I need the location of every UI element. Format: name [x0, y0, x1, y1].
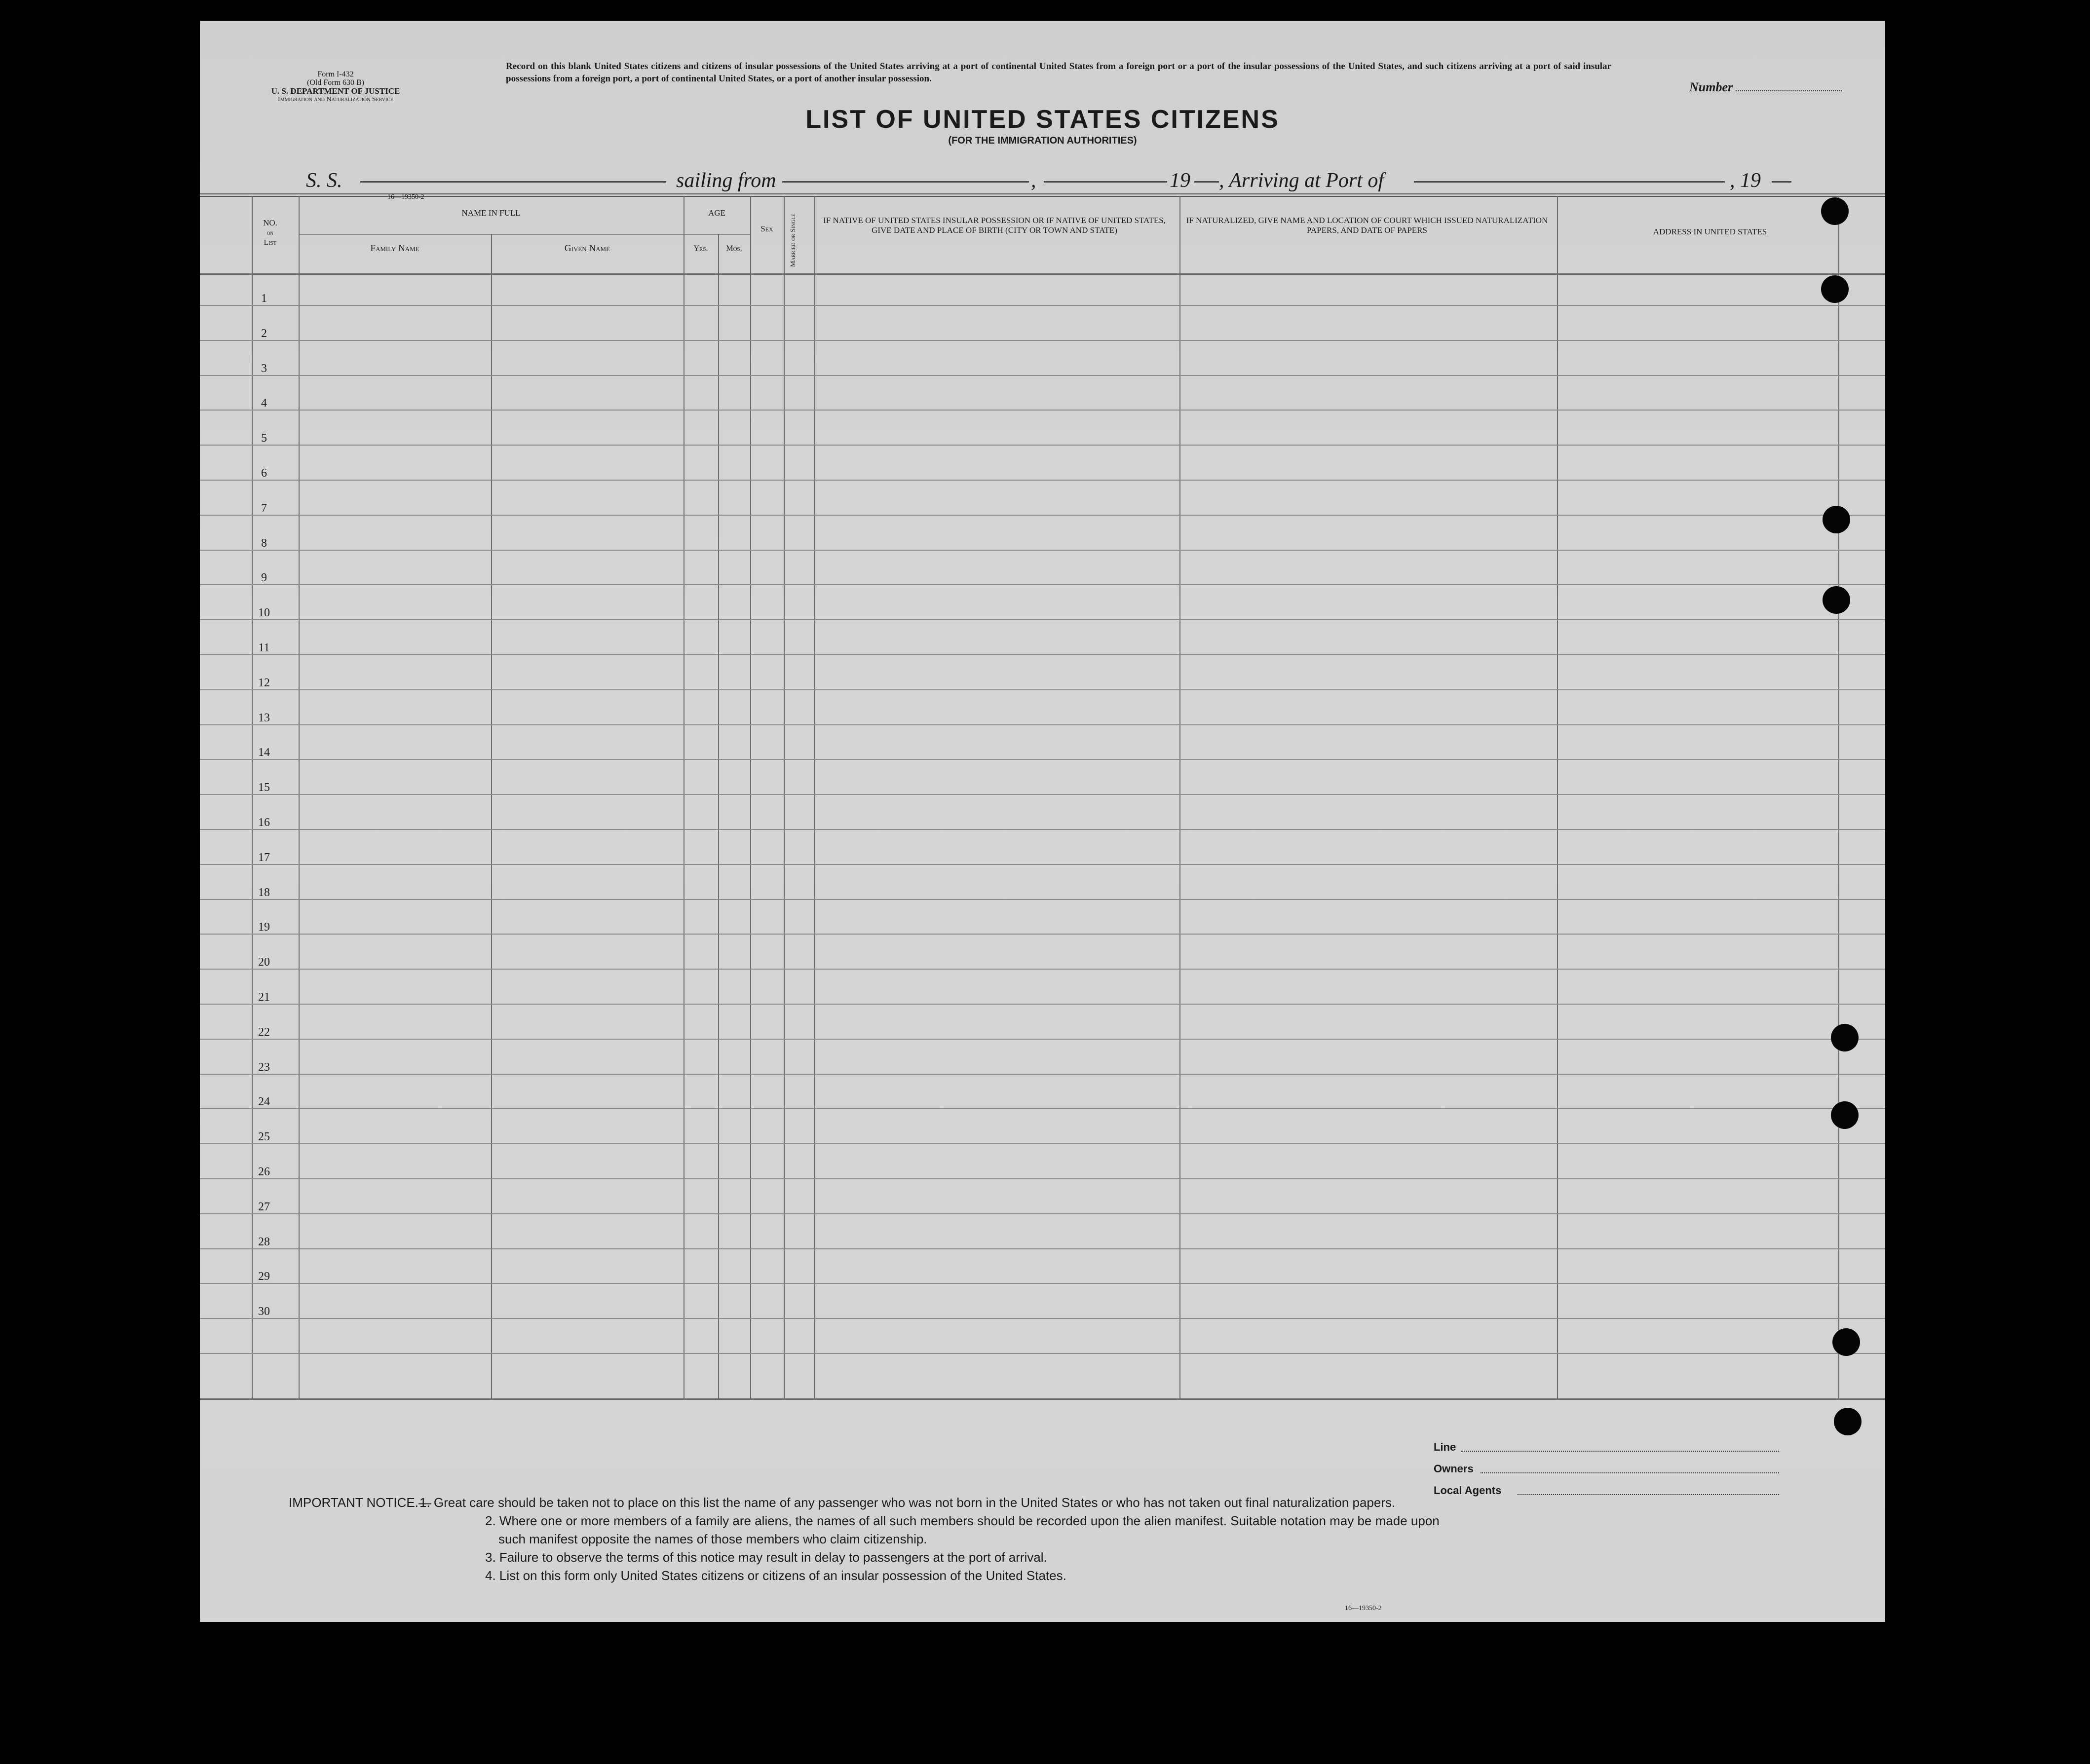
row-rule: [200, 1108, 1885, 1109]
vline-1: [252, 196, 253, 1398]
table-top-rule: [200, 193, 1885, 197]
sailing-from-blank[interactable]: [782, 181, 1029, 183]
notice-item-2-cont: such manifest opposite the names of those members who claim citizenship.: [498, 1532, 927, 1546]
vline-2: [299, 196, 300, 1398]
row-rule: [200, 305, 1885, 306]
row-rule: [200, 1353, 1885, 1354]
owners-label: Owners: [1434, 1463, 1474, 1475]
row-number: 1: [261, 292, 267, 305]
row-rule: [200, 899, 1885, 900]
row-rule: [200, 1004, 1885, 1005]
row-number: 14: [258, 746, 270, 759]
arrival-year-prefix: , 19: [1730, 169, 1761, 192]
row-rule: [200, 829, 1885, 830]
notice-item-2: 2. Where one or more members of a family are aliens, the names of all such members should be recorded upon the alien manifest. Suitable notation may be made upon: [485, 1513, 1440, 1528]
local-agents-blank[interactable]: [1518, 1494, 1779, 1495]
row-rule: [200, 759, 1885, 760]
row-number: 6: [261, 467, 267, 480]
row-number: 4: [261, 397, 267, 410]
row-rule: [200, 794, 1885, 795]
form-sheet: [200, 21, 1885, 1622]
sailing-year-prefix: 19: [1170, 169, 1190, 192]
vline-9: [1179, 196, 1180, 1398]
notice-item-3: 3. Failure to observe the terms of this notice may result in delay to passengers at the port of arrival.: [485, 1550, 1047, 1565]
sailing-from-label: sailing from: [676, 169, 776, 192]
row-number: 8: [261, 536, 267, 550]
punch-hole: [1831, 1024, 1859, 1051]
notice-item-4: 4. List on this form only United States citizens or citizens of an insular possession of the United States.: [485, 1568, 1066, 1583]
arriving-port-blank[interactable]: [1414, 181, 1725, 183]
form-subtitle: (FOR THE IMMIGRATION AUTHORITIES): [948, 135, 1137, 146]
ss-name-blank[interactable]: [360, 181, 666, 183]
col-name-in-full: NAME IN FULL: [461, 208, 521, 218]
row-number: 19: [258, 921, 270, 934]
ss-label: S. S.: [306, 169, 342, 192]
vline-6: [750, 196, 751, 1398]
row-rule: [200, 1283, 1885, 1284]
row-rule: [200, 619, 1885, 620]
col-native-insular: IF NATIVE OF UNITED STATES INSULAR POSSESSION OR IF NATIVE OF UNITED STATES, GIVE DATE AND PLACE OF BIRTH (CITY OR TOWN AND STATE): [823, 216, 1166, 235]
row-rule: [200, 724, 1885, 725]
notice-heading: IMPORTANT NOTICE.—: [289, 1495, 431, 1510]
punch-hole: [1831, 1101, 1859, 1129]
row-number: 18: [258, 886, 270, 899]
punch-hole: [1832, 1328, 1860, 1356]
col-age-mos: Mos.: [726, 244, 742, 253]
arrival-year-blank[interactable]: [1772, 181, 1791, 183]
col-no-line1: NO.: [263, 218, 277, 227]
row-number: 21: [258, 991, 270, 1004]
number-blank[interactable]: [1736, 90, 1842, 91]
owners-blank[interactable]: [1481, 1472, 1779, 1473]
row-number: 11: [258, 641, 270, 654]
row-rule: [200, 934, 1885, 935]
form-code-top: 16—19350-2: [387, 193, 424, 201]
vline-7: [784, 196, 785, 1398]
form-number: Form I-432: [317, 70, 354, 78]
col-no-line3: List: [264, 239, 277, 247]
row-number: 16: [258, 816, 270, 829]
row-number: 20: [258, 956, 270, 969]
col-no-line2: on: [267, 229, 273, 236]
service-name: Immigration and Naturalization Service: [278, 96, 393, 103]
row-number: 24: [258, 1095, 270, 1109]
form-identification: [252, 70, 419, 104]
row-number: 13: [258, 711, 270, 724]
row-rule: [200, 1248, 1885, 1249]
vline-11: [1838, 196, 1839, 1398]
row-number: 22: [258, 1025, 270, 1039]
notice-item-1: 1. Great care should be taken not to place on this list the name of any passenger who was not born in the United States or who has not taken out final naturalization papers.: [419, 1495, 1396, 1510]
vline-5: [718, 234, 719, 1398]
row-number: 25: [258, 1130, 270, 1144]
punch-hole: [1823, 506, 1850, 533]
col-no-on-list: [257, 218, 284, 248]
row-number: 12: [258, 676, 270, 689]
row-rule: [200, 375, 1885, 376]
row-rule: [200, 584, 1885, 585]
table-bottom-rule: [200, 1398, 1885, 1400]
row-rule: [200, 1039, 1885, 1040]
record-instruction: Record on this blank United States citizens and citizens of insular possessions of the United States arriving at a port of continental United States from a foreign port or a port of the insular possessions of the United States, and such citizens arriving at a port of said insular possessions from a foreign port, a port of continental United States, or a port of another insular possession.: [506, 61, 1611, 84]
row-rule: [200, 410, 1885, 411]
row-number: 10: [258, 606, 270, 620]
col-family-name: Family Name: [370, 243, 419, 254]
row-rule: [200, 515, 1885, 516]
col-given-name: Given Name: [564, 243, 610, 254]
row-rule: [200, 480, 1885, 481]
vline-3: [491, 234, 492, 1398]
arriving-port-label: , Arriving at Port of: [1219, 169, 1384, 192]
row-number: 2: [261, 327, 267, 340]
punch-hole: [1834, 1408, 1862, 1435]
row-rule: [200, 1318, 1885, 1319]
row-rule: [200, 445, 1885, 446]
header-bottom-rule: [200, 273, 1885, 275]
punch-hole: [1823, 586, 1850, 614]
row-number: 29: [258, 1270, 270, 1283]
col-naturalized: IF NATURALIZED, GIVE NAME AND LOCATION OF COURT WHICH ISSUED NATURALIZATION PAPERS, AND DATE OF PAPERS: [1186, 216, 1548, 235]
sailing-year-blank[interactable]: [1194, 181, 1219, 183]
vline-10: [1557, 196, 1558, 1398]
row-rule: [200, 1143, 1885, 1144]
punch-hole: [1821, 275, 1849, 303]
row-number: 5: [261, 432, 267, 445]
row-rule: [200, 340, 1885, 341]
col-age-yrs: Yrs.: [693, 244, 708, 253]
row-number: 28: [258, 1235, 270, 1248]
row-rule: [200, 864, 1885, 865]
vline-8: [814, 196, 815, 1398]
form-code-footer: 16—19350-2: [1345, 1605, 1382, 1612]
punch-hole: [1821, 197, 1849, 225]
form-title: LIST OF UNITED STATES CITIZENS: [805, 105, 1280, 134]
local-agents-label: Local Agents: [1434, 1484, 1502, 1497]
row-rule: [200, 550, 1885, 551]
name-age-subheader-rule: [299, 234, 750, 235]
col-age: AGE: [708, 208, 725, 218]
row-number: 26: [258, 1165, 270, 1178]
sailing-comma: ,: [1031, 169, 1036, 192]
sailing-date-blank[interactable]: [1044, 181, 1167, 183]
col-sex: Sex: [760, 224, 773, 233]
row-rule: [200, 1074, 1885, 1075]
line-label: Line: [1434, 1441, 1456, 1453]
old-form-number: (Old Form 630 B): [307, 78, 364, 87]
row-number: 23: [258, 1060, 270, 1074]
row-number: 15: [258, 781, 270, 794]
row-number: 17: [258, 851, 270, 864]
row-rule: [200, 1213, 1885, 1214]
row-number: 30: [258, 1305, 270, 1318]
row-number: 3: [261, 362, 267, 375]
number-field[interactable]: [1689, 80, 1842, 95]
row-rule: [200, 689, 1885, 690]
row-number: 7: [261, 501, 267, 515]
line-blank[interactable]: [1461, 1451, 1779, 1452]
row-rule: [200, 654, 1885, 655]
row-rule: [200, 1178, 1885, 1179]
col-address: ADDRESS IN UNITED STATES: [1653, 227, 1767, 236]
row-rule: [200, 969, 1885, 970]
row-number: 27: [258, 1200, 270, 1213]
row-number: 9: [261, 571, 267, 585]
col-married-or-single: Married or Single: [790, 213, 797, 267]
department-name: U. S. DEPARTMENT OF JUSTICE: [271, 86, 400, 96]
number-label: Number: [1689, 80, 1733, 94]
